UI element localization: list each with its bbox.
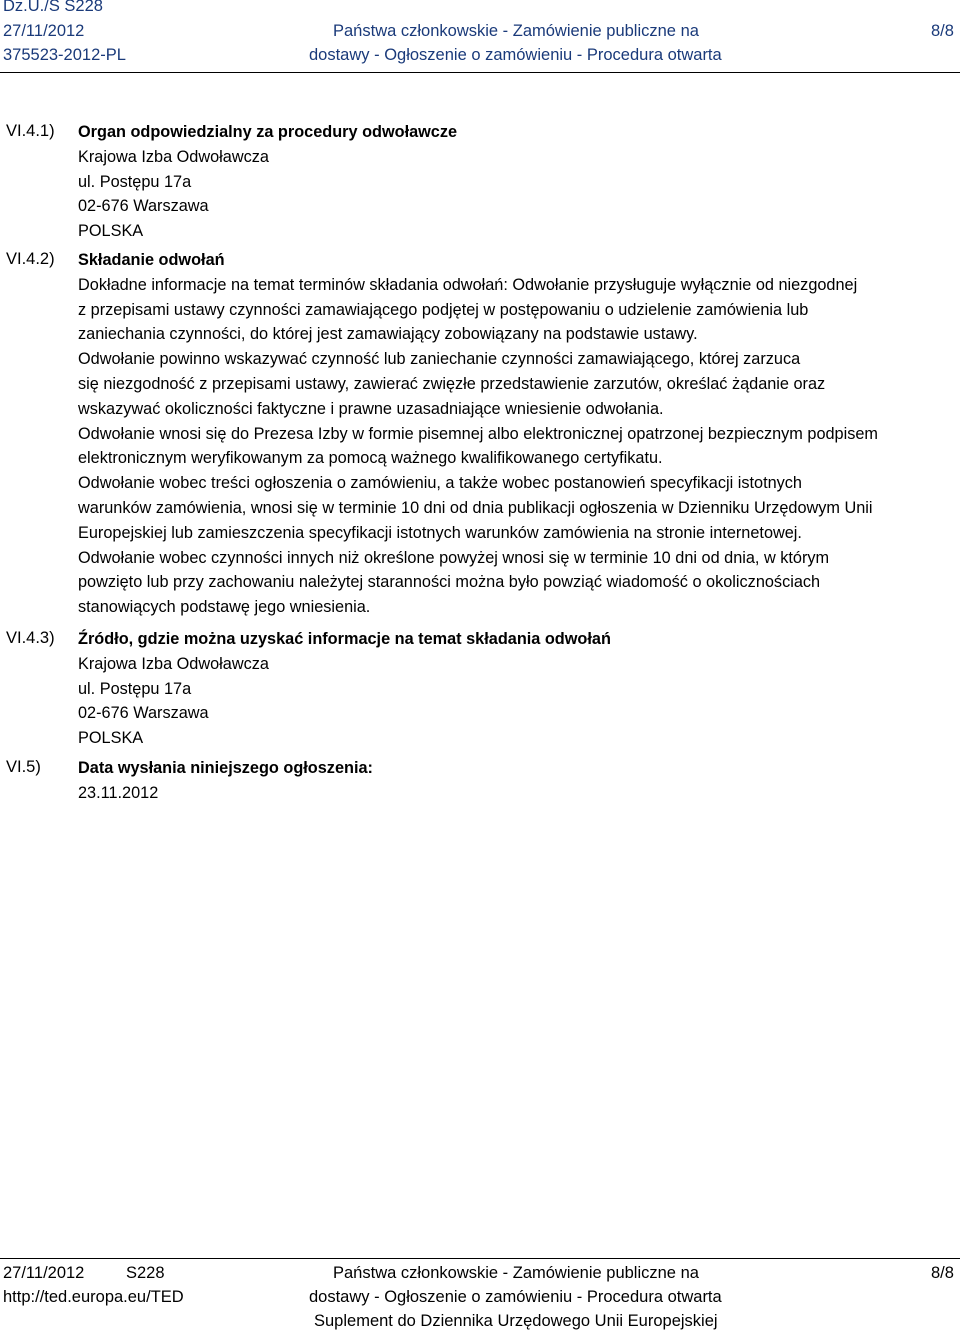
text-line: Odwołanie wobec treści ogłoszenia o zamówieniu, a także wobec postanowień specyfikacji istotnych	[78, 474, 802, 493]
text-line: zaniechania czynności, do której jest zamawiający zobowiązany na podstawie ustawy.	[78, 325, 698, 344]
address-line: POLSKA	[78, 729, 144, 748]
text-line: Odwołanie wobec czynności innych niż określone powyżej wnosi się w terminie 10 dni od dnia, w którym	[78, 548, 830, 567]
footer-series: S228	[126, 1264, 165, 1282]
section-vi-4-1	[78, 120, 954, 244]
header-rule	[0, 72, 960, 73]
section-heading: Składanie odwołań	[78, 251, 225, 269]
address-line: 02-676 Warszawa	[78, 704, 209, 723]
text-line: powzięto lub przy zachowaniu należytej staranności można było powziąć wiadomość o okolicznościach	[78, 573, 821, 592]
header-date: 27/11/2012	[3, 22, 85, 40]
dispatch-date: 23.11.2012	[78, 783, 159, 802]
section-heading: Źródło, gdzie można uzyskać informacje na temat składania odwołań	[78, 630, 611, 648]
header-title-line2: dostawy - Ogłoszenie o zamówieniu - Procedura otwarta	[309, 46, 722, 64]
address-line: ul. Postępu 17a	[78, 679, 192, 698]
footer-page-number: 8/8	[931, 1264, 954, 1282]
doc-ref: Dz.U./S S228	[3, 0, 103, 15]
footer-title-line3: Suplement do Dziennika Urzędowego Unii Europejskiej	[314, 1312, 718, 1330]
header-title-line1: Państwa członkowskie - Zamówienie publiczne na	[333, 22, 699, 40]
text-line: Odwołanie powinno wskazywać czynność lub zaniechanie czynności zamawiającego, której zarzuca	[78, 350, 801, 369]
text-line: stanowiących podstawę jego wniesienia.	[78, 598, 371, 617]
text-line: wskazywać okoliczności faktyczne i prawne uzasadniające wniesienie odwołania.	[78, 399, 664, 418]
section-vi-4-3	[78, 627, 954, 751]
text-line: Europejskiej lub zamieszczenia specyfikacji istotnych warunków zamówienia na stronie internetowej.	[78, 523, 802, 542]
footer-date: 27/11/2012	[3, 1264, 85, 1282]
footer-url[interactable]: http://ted.europa.eu/TED	[3, 1288, 184, 1306]
section-heading: Organ odpowiedzialny za procedury odwoławcze	[78, 123, 458, 141]
text-line: elektronicznym weryfikowanym za pomocą ważnego kwalifikowanego certyfikatu.	[78, 449, 663, 468]
address-line: ul. Postępu 17a	[78, 172, 192, 191]
address-line: POLSKA	[78, 222, 144, 241]
section-vi-4-2	[78, 248, 954, 620]
footer-title-line1: Państwa członkowskie - Zamówienie publiczne na	[333, 1264, 699, 1282]
section-vi-5	[78, 756, 954, 806]
section-number-vi-5: VI.5)	[6, 758, 41, 776]
address-line: 02-676 Warszawa	[78, 197, 209, 216]
text-line: Dokładne informacje na temat terminów składania odwołań: Odwołanie przysługuje wyłącznie od niezgodnej	[78, 275, 858, 294]
text-line: z przepisami ustawy czynności zamawiającego podjętej w postępowaniu o udzielenie zamówienia lub	[78, 300, 809, 319]
header-page-number: 8/8	[931, 22, 954, 40]
address-line: Krajowa Izba Odwoławcza	[78, 654, 269, 673]
text-line: warunków zamówienia, wnosi się w terminie 10 dni od dnia publikacji ogłoszenia w Dzienniku Urzędowym Unii	[78, 498, 873, 517]
address-line: Krajowa Izba Odwoławcza	[78, 147, 269, 166]
section-heading: Data wysłania niniejszego ogłoszenia:	[78, 759, 373, 777]
footer-title-line2: dostawy - Ogłoszenie o zamówieniu - Procedura otwarta	[309, 1288, 722, 1306]
text-line: Odwołanie wnosi się do Prezesa Izby w formie pisemnej albo elektronicznej opatrzonej bezpiecznym podpisem	[78, 424, 878, 443]
footer-rule	[0, 1258, 960, 1259]
section-number-vi-4-1: VI.4.1)	[6, 122, 55, 140]
notice-id: 375523-2012-PL	[3, 46, 126, 64]
section-number-vi-4-3: VI.4.3)	[6, 629, 55, 647]
text-line: się niezgodność z przepisami ustawy, zawierać zwięzłe przedstawienie zarzutów, określać żądanie oraz	[78, 374, 826, 393]
section-number-vi-4-2: VI.4.2)	[6, 250, 55, 268]
